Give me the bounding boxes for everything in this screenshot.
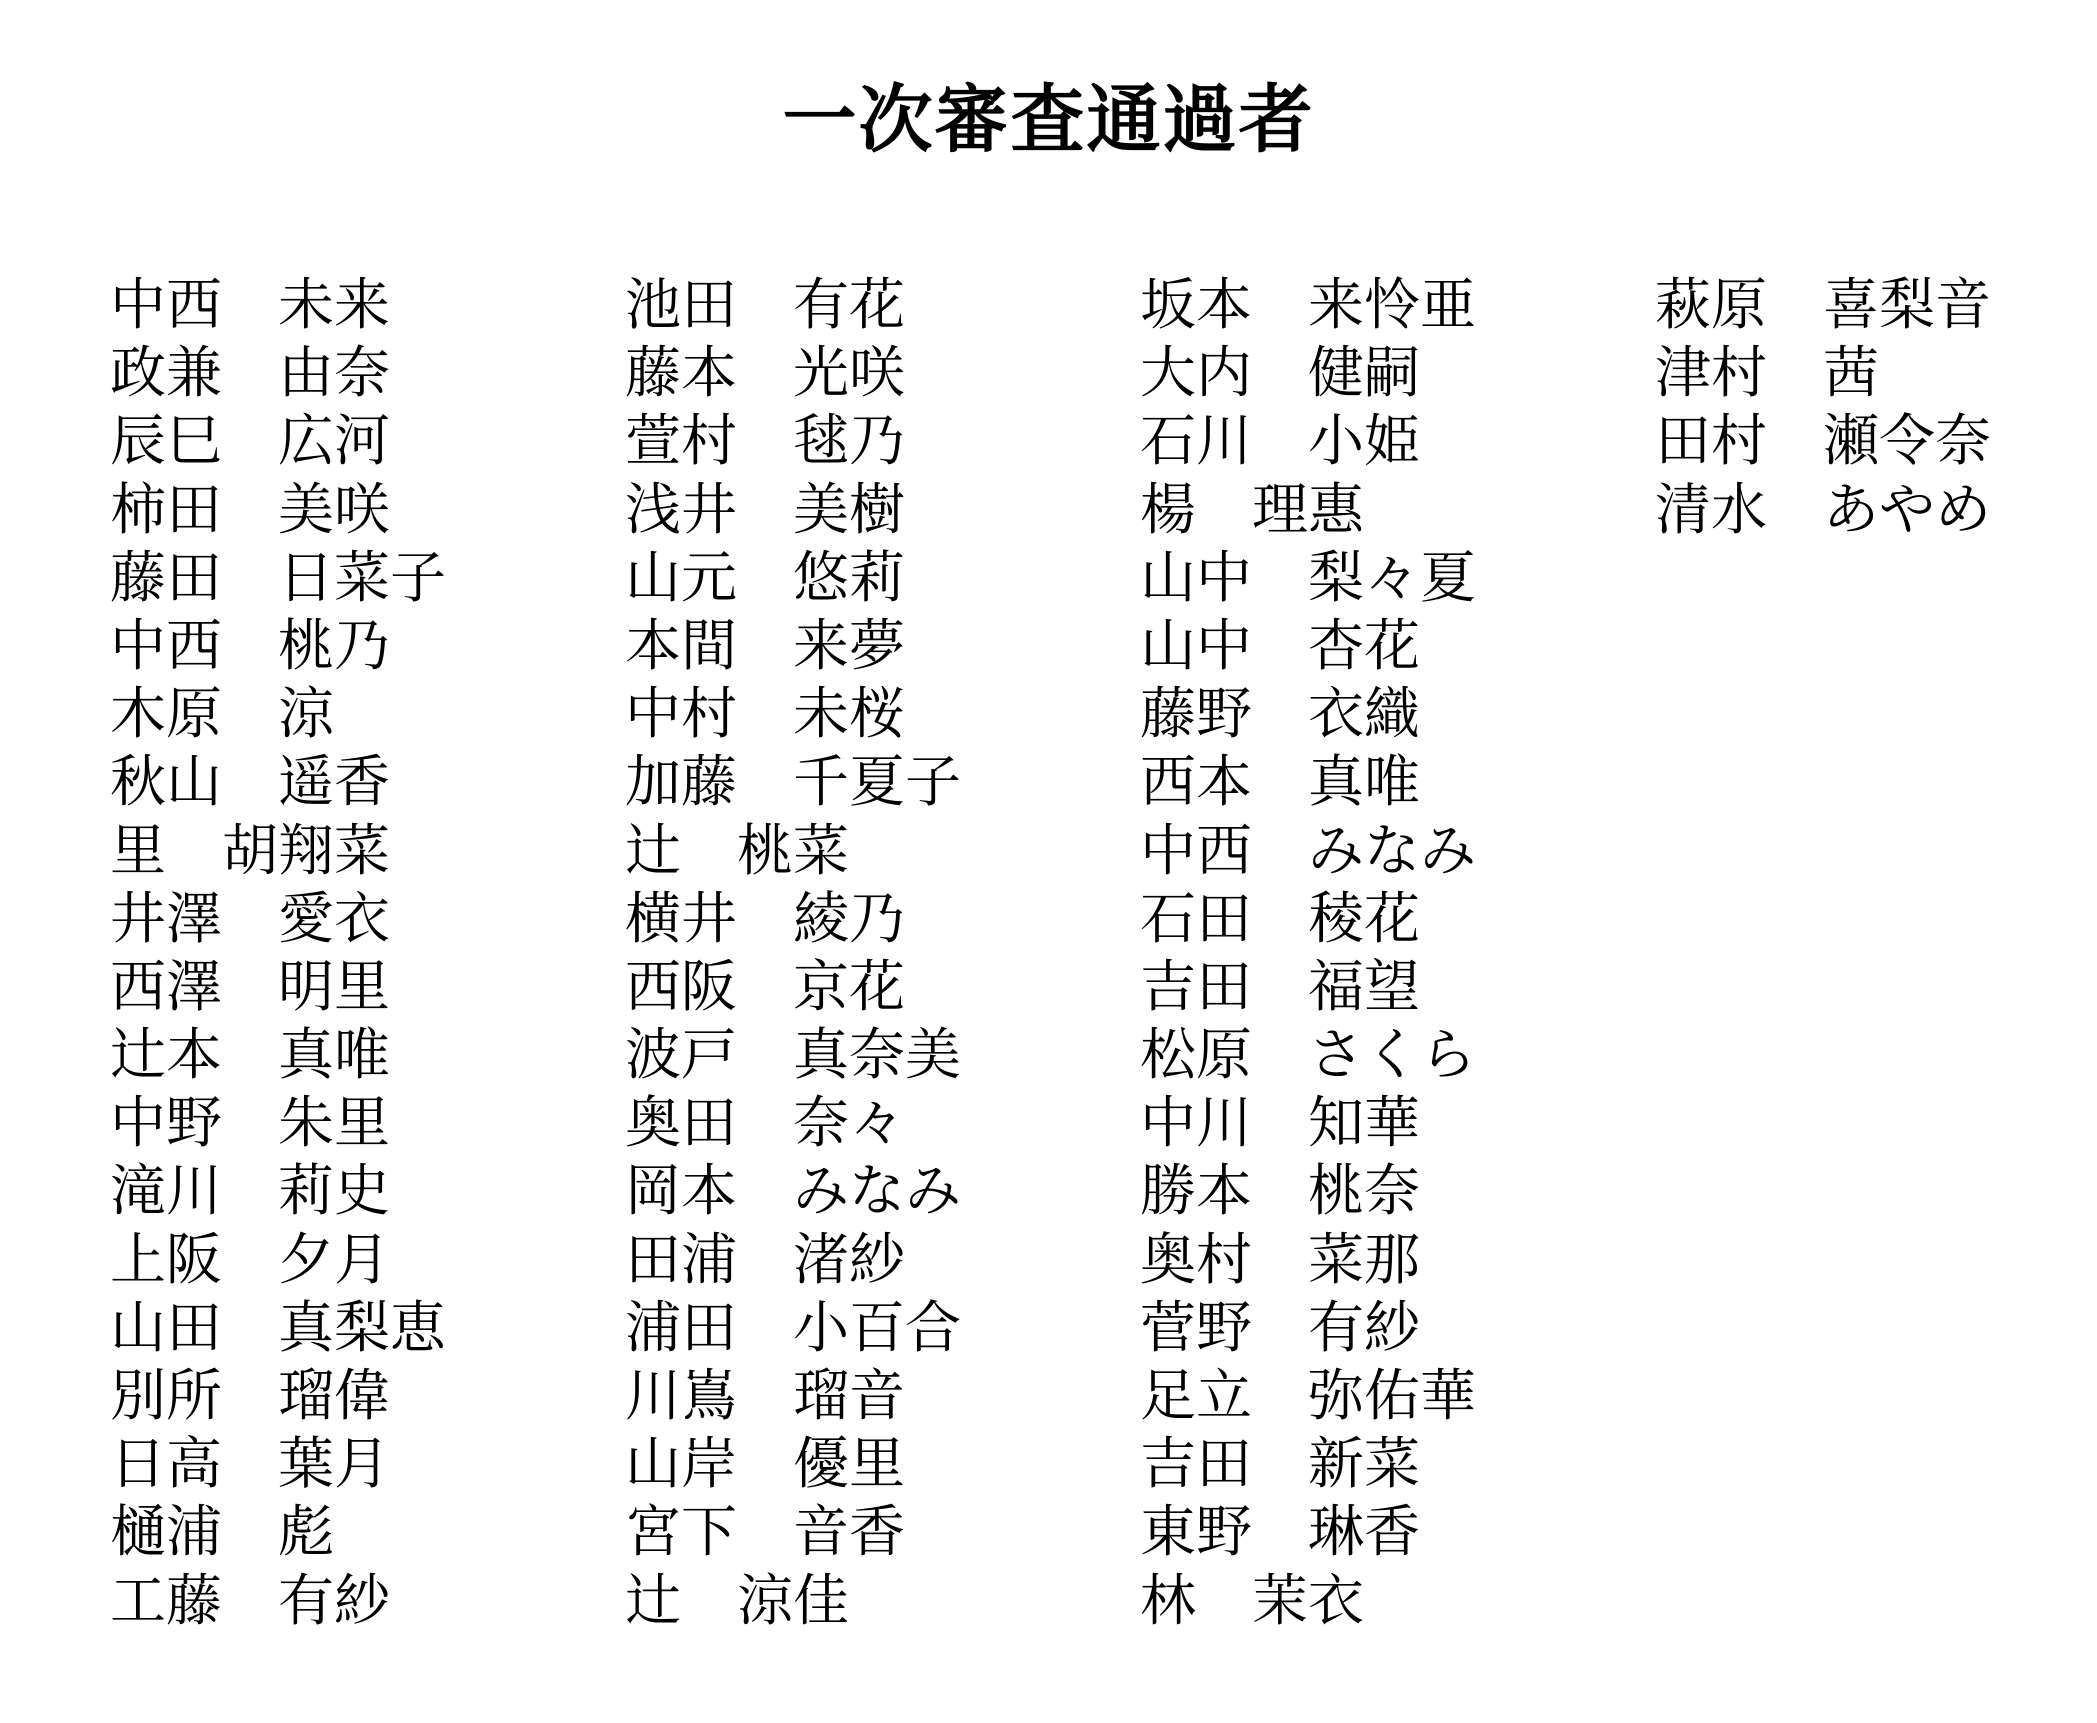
name-item: 横井 綾乃 [625,886,905,952]
name-item: 藤野 衣織 [1140,682,1420,748]
name-item: 辻 涼佳 [625,1568,849,1634]
name-item: 足立 弥佑華 [1140,1364,1476,1429]
name-item: 藤田 日菜子 [110,545,446,611]
name-item: 浅井 美樹 [625,477,905,543]
name-item: 田村 瀬令奈 [1655,409,1991,475]
name-item: 吉田 新菜 [1140,1432,1420,1498]
name-item: 菅野 有紗 [1140,1295,1420,1361]
name-item: 山中 杏花 [1140,613,1420,679]
name-item: 中野 朱里 [110,1091,390,1157]
name-column-3 [1140,272,1476,1636]
name-column-2 [625,272,961,1636]
name-item: 岡本 みなみ [625,1159,961,1225]
name-item: 滝川 莉史 [110,1159,390,1225]
name-item: 波戸 真奈美 [625,1023,961,1089]
name-item: 宮下 音香 [625,1500,905,1566]
name-item: 中西 未来 [110,273,390,338]
name-item: 藤本 光咲 [625,341,905,407]
name-item: 楊 理惠 [1140,477,1364,543]
name-item: 中村 未桜 [625,682,905,748]
name-item: 奥村 菜那 [1140,1227,1420,1293]
name-item: 西本 真唯 [1140,750,1420,816]
name-item: 池田 有花 [625,273,905,338]
page-title: 一次審査通過者 [782,77,1315,163]
name-item: 奥田 奈々 [625,1091,905,1157]
name-item: 木原 涼 [110,682,334,748]
name-item: 坂本 来怜亜 [1140,273,1476,338]
name-item: 辻本 真唯 [110,1023,390,1089]
name-item: 萱村 毬乃 [625,409,905,475]
name-item: 中西 みなみ [1140,818,1476,884]
name-item: 樋浦 彪 [110,1500,334,1566]
name-item: 勝本 桃奈 [1140,1159,1420,1225]
name-item: 政兼 由奈 [110,341,390,407]
name-column-1 [110,272,446,1636]
name-item: 西阪 京花 [625,954,905,1020]
name-item: 別所 瑠偉 [110,1364,390,1429]
name-item: 柿田 美咲 [110,477,390,543]
name-item: 山中 梨々夏 [1140,545,1476,611]
name-item: 浦田 小百合 [625,1295,961,1361]
name-item: 本間 来夢 [625,613,905,679]
name-item: 辰巳 広河 [110,409,390,475]
name-item: 山元 悠莉 [625,545,905,611]
name-item: 秋山 遥香 [110,750,390,816]
name-item: 里 胡翔菜 [110,818,390,884]
name-item: 辻 桃菜 [625,818,849,884]
name-item: 山田 真梨恵 [110,1295,446,1361]
name-item: 吉田 福望 [1140,954,1420,1020]
name-item: 清水 あやめ [1655,477,1991,543]
name-item: 中西 桃乃 [110,613,390,679]
name-item: 日高 葉月 [110,1432,390,1498]
name-item: 林 茉衣 [1140,1568,1364,1634]
name-item: 津村 茜 [1655,341,1879,407]
name-item: 工藤 有紗 [110,1568,390,1634]
name-item: 萩原 喜梨音 [1655,273,1991,338]
name-item: 川嶌 瑠音 [625,1364,905,1429]
name-item: 大内 健嗣 [1140,341,1420,407]
name-item: 石川 小姫 [1140,409,1420,475]
name-item: 松原 さくら [1140,1023,1476,1089]
name-item: 井澤 愛衣 [110,886,390,952]
name-item: 田浦 渚紗 [625,1227,905,1293]
name-item: 山岸 優里 [625,1432,905,1498]
name-item: 西澤 明里 [110,954,390,1020]
name-item: 中川 知華 [1140,1091,1420,1157]
name-column-4 [1655,272,1991,545]
name-item: 東野 琳香 [1140,1500,1420,1566]
name-item: 加藤 千夏子 [625,750,961,816]
name-item: 上阪 夕月 [110,1227,390,1293]
name-item: 石田 稜花 [1140,886,1420,952]
